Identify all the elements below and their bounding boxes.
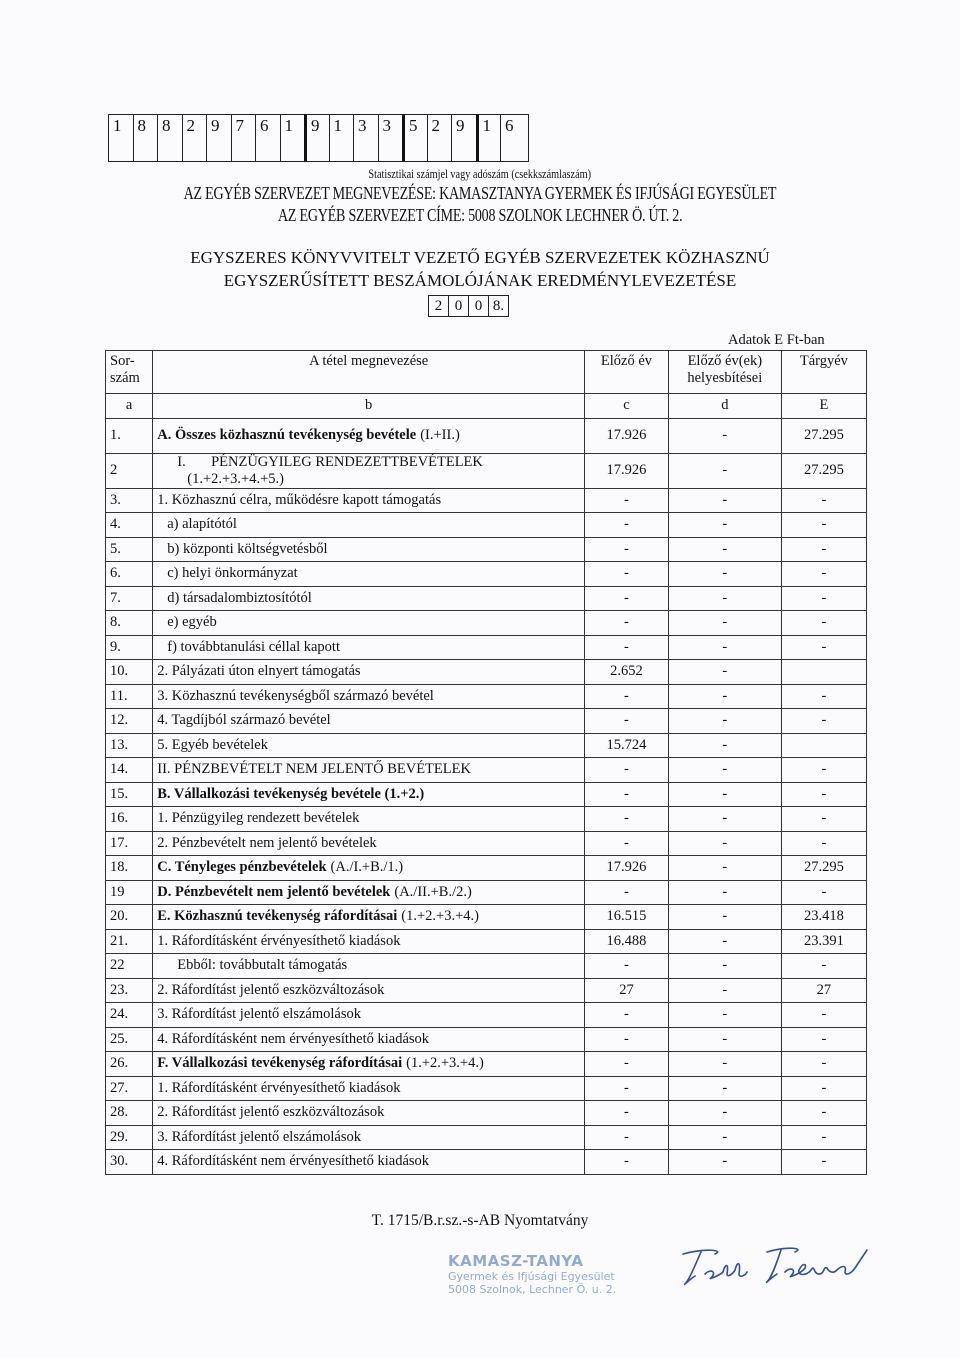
signature [675,1240,885,1300]
year-digit: 0 [468,295,488,317]
row-number: 12. [106,709,153,734]
correction-value: - [668,758,781,783]
correction-value: - [668,1052,781,1077]
table-row [106,709,867,734]
current-year-value: - [781,709,866,734]
letter-d: d [668,394,781,419]
row-label [153,660,585,685]
previous-year-value: - [585,562,669,587]
correction-value: - [668,537,781,562]
tax-id-digit: 1 [476,114,501,162]
row-label [153,1027,585,1052]
table-row [106,807,867,832]
row-number: 13. [106,733,153,758]
tax-id-digit: 7 [231,114,256,162]
row-number: 16. [106,807,153,832]
row-number: 26. [106,1052,153,1077]
row-label [153,709,585,734]
signature-stroke [767,1248,798,1282]
current-year-value [781,660,866,685]
row-label-text: 2. Pályázati úton elnyert támogatás [157,663,361,680]
row-label [153,488,585,513]
correction-value: - [668,635,781,660]
row-label [153,831,585,856]
tax-id-boxes [108,114,529,162]
row-number: 25. [106,1027,153,1052]
letter-a: a [106,394,153,419]
previous-year-value: - [585,954,669,979]
tax-id-digit: 1 [108,114,133,162]
table-row [106,758,867,783]
table-row [106,488,867,513]
current-year-value: - [781,954,866,979]
units-note: Adatok E Ft-ban [728,332,825,348]
row-number: 7. [106,586,153,611]
row-label [153,929,585,954]
tax-id-digit: 1 [329,114,354,162]
row-label-suffix: (A./I.+B./1.) [330,859,404,876]
row-number: 21. [106,929,153,954]
current-year-value: - [781,513,866,538]
row-label-text: 1. Ráfordításként érvényesíthető kiadások [157,932,401,949]
tax-id-digit: 6 [255,114,280,162]
current-year-value [781,733,866,758]
row-number: 18. [106,856,153,881]
correction-value: - [668,880,781,905]
current-year-value: - [781,611,866,636]
tax-id-digit: 9 [206,114,231,162]
previous-year-value: - [585,684,669,709]
correction-value: - [668,733,781,758]
row-number: 9. [106,635,153,660]
current-year-value: - [781,1027,866,1052]
row-number: 11. [106,684,153,709]
tax-id-digit: 8 [133,114,158,162]
previous-year-value: - [585,488,669,513]
current-year-value: - [781,635,866,660]
signature-stroke [705,1264,747,1279]
current-year-value: - [781,586,866,611]
row-label [153,856,585,881]
row-label-text: d) társadalombiztosítótól [167,589,312,606]
previous-year-value: 17.926 [585,856,669,881]
row-label-text: 4. Ráfordításként nem érvényesíthető kiadások [157,1153,430,1170]
row-label-suffix: (1.+2.+3.+4.) [406,1055,484,1072]
table-row [106,611,867,636]
previous-year-value: - [585,831,669,856]
previous-year-value: 16.488 [585,929,669,954]
previous-year-value: - [585,513,669,538]
correction-value: - [668,1027,781,1052]
table-row [106,1003,867,1028]
row-label [153,1076,585,1101]
current-year-value: - [781,1076,866,1101]
row-label-suffix: (1.+2.+3.+4.+5.) [187,470,284,487]
correction-value: - [668,807,781,832]
table-row [106,1027,867,1052]
table-header-row [106,351,867,394]
row-label-text: 4. Tagdíjból származó bevétel [157,712,331,729]
row-label [153,453,585,488]
row-label [153,1125,585,1150]
current-year-value: - [781,684,866,709]
org-address-line: AZ EGYÉB SZERVEZET CÍME: 5008 SZOLNOK LECHNER Ö. ÚT. 2. [277,205,683,225]
table-letter-row [106,394,867,419]
current-year-value: 23.418 [781,905,866,930]
row-label [153,954,585,979]
row-number: 5. [106,537,153,562]
row-number: 15. [106,782,153,807]
row-label-text: c) helyi önkormányzat [167,565,298,582]
header-item-name: A tétel megnevezése [153,351,585,394]
current-year-value: - [781,831,866,856]
stamp-line-2: Gyermek és Ifjúsági Egyesület [448,1270,615,1283]
previous-year-value: - [585,1003,669,1028]
year-boxes [428,295,509,317]
previous-year-value: - [585,1076,669,1101]
row-number: 14. [106,758,153,783]
row-number: 17. [106,831,153,856]
table-row [106,586,867,611]
year-digit: 2 [428,295,448,317]
previous-year-value: - [585,586,669,611]
current-year-value: - [781,1003,866,1028]
row-label-text: I. PÉNZÜGYILEG RENDEZETTBEVÉTELEK [177,453,483,470]
tax-id-digit: 2 [182,114,207,162]
previous-year-value: - [585,1150,669,1175]
correction-value: - [668,453,781,488]
table-row [106,929,867,954]
signature-stroke [785,1250,867,1277]
row-label-suffix: (A./II.+B./2.) [394,883,472,900]
row-label-text: 3. Ráfordítást jelentő elszámolások [157,1128,361,1145]
table-row [106,684,867,709]
row-label-text: e) egyéb [167,614,217,631]
correction-value: - [668,782,781,807]
correction-value: - [668,562,781,587]
row-label-suffix: (1.+2.+3.+4.) [401,908,479,925]
correction-value: - [668,929,781,954]
row-label [153,1150,585,1175]
signature-stroke [683,1250,718,1284]
tax-id-digit: 6 [500,114,529,162]
row-number: 8. [106,611,153,636]
correction-value: - [668,905,781,930]
previous-year-value: - [585,880,669,905]
correction-value: - [668,513,781,538]
row-number: 27. [106,1076,153,1101]
table-row [106,418,867,453]
correction-value: - [668,611,781,636]
row-label [153,978,585,1003]
row-number: 4. [106,513,153,538]
row-label-text: B. Vállalkozási tevékenység bevétele (1.+2.) [157,785,425,802]
table-row [106,1101,867,1126]
row-label [153,418,585,453]
row-label-text: b) központi költségvetésből [167,540,328,557]
current-year-value: 27 [781,978,866,1003]
row-label-text: 3. Ráfordítást jelentő elszámolások [157,1006,361,1023]
previous-year-value: 15.724 [585,733,669,758]
row-number: 22 [106,954,153,979]
correction-value: - [668,660,781,685]
current-year-value: - [781,537,866,562]
row-number: 6. [106,562,153,587]
row-number: 23. [106,978,153,1003]
table-row [106,1150,867,1175]
table-row [106,635,867,660]
table-row [106,831,867,856]
row-number: 10. [106,660,153,685]
tax-id-caption: Statisztikai számjel vagy adószám (csekkszámlaszám) [368,167,592,181]
table-row [106,905,867,930]
org-name-line: AZ EGYÉB SZERVEZET MEGNEVEZÉSE: KAMASZTANYA GYERMEK ÉS IFJÚSÁGI EGYESÜLET [183,183,777,203]
organization-stamp [448,1252,648,1296]
row-label [153,1052,585,1077]
correction-value: - [668,831,781,856]
current-year-value: - [781,1052,866,1077]
year-digit: 0 [448,295,468,317]
tax-id-digit: 3 [378,114,403,162]
row-label [153,611,585,636]
previous-year-value: - [585,537,669,562]
table-row [106,856,867,881]
row-label-text: 1. Közhasznú célra, működésre kapott támogatás [157,491,442,508]
current-year-value: - [781,782,866,807]
previous-year-value: 16.515 [585,905,669,930]
row-label-text: Ebből: továbbutalt támogatás [177,957,348,974]
row-label-suffix: (I.+II.) [420,427,460,443]
row-number: 30. [106,1150,153,1175]
current-year-value: - [781,1101,866,1126]
row-label-text: II. PÉNZBEVÉTELT NEM JELENTŐ BEVÉTELEK [157,761,471,778]
current-year-value: - [781,1125,866,1150]
table-row [106,1052,867,1077]
previous-year-value: - [585,807,669,832]
tax-id-digit: 9 [304,114,329,162]
table-row [106,954,867,979]
row-label-text: D. Pénzbevételt nem jelentő bevételek [157,883,391,900]
previous-year-value: 17.926 [585,453,669,488]
current-year-value: - [781,488,866,513]
row-label [153,782,585,807]
header-current-year: Tárgyév [781,351,866,394]
title-line-1: EGYSZERES KÖNYVVITELT VEZETŐ EGYÉB SZERVEZETEK KÖZHASZNÚ [190,248,770,267]
row-label-text: C. Tényleges pénzbevételek [157,859,327,876]
tax-id-digit: 1 [280,114,305,162]
current-year-value: 27.295 [781,418,866,453]
current-year-value: - [781,807,866,832]
current-year-value: - [781,562,866,587]
previous-year-value: - [585,782,669,807]
form-code: T. 1715/B.r.sz.-s-AB Nyomtatvány [371,1212,589,1229]
correction-value: - [668,709,781,734]
title-line-2: EGYSZERŰSÍTETT BESZÁMOLÓJÁNAK EREDMÉNYLEVEZETÉSE [223,271,737,290]
table-row [106,978,867,1003]
row-label [153,733,585,758]
previous-year-value: - [585,635,669,660]
table-row [106,782,867,807]
header-previous-year: Előző év [585,351,669,394]
correction-value: - [668,1101,781,1126]
previous-year-value: - [585,709,669,734]
tax-id-digit: 9 [451,114,476,162]
current-year-value: 23.391 [781,929,866,954]
row-label-text: 4. Ráfordításként nem érvényesíthető kiadások [157,1030,430,1047]
current-year-value: 27.295 [781,453,866,488]
row-label-text: 5. Egyéb bevételek [157,736,268,753]
correction-value: - [668,1125,781,1150]
year-digit: 8. [488,295,509,317]
table-row [106,513,867,538]
row-label [153,758,585,783]
row-number: 19 [106,880,153,905]
row-label-text: 1. Pénzügyileg rendezett bevételek [157,810,360,827]
tax-id-digit: 8 [157,114,182,162]
row-label-text: F. Vállalkozási tevékenység ráfordításai [157,1055,403,1072]
row-label-text: 1. Ráfordításként érvényesíthető kiadások [157,1079,401,1096]
row-label [153,880,585,905]
correction-value: - [668,954,781,979]
correction-value: - [668,418,781,453]
correction-value: - [668,1003,781,1028]
table-row [106,537,867,562]
income-statement-table [105,350,867,1175]
current-year-value: 27.295 [781,856,866,881]
row-label-text: A. Összes közhasznú tevékenység bevétele [157,427,417,443]
row-label [153,1003,585,1028]
tax-id-digit: 3 [353,114,378,162]
correction-value: - [668,978,781,1003]
letter-c: c [585,394,669,419]
row-label [153,513,585,538]
tax-id-digit: 2 [427,114,452,162]
row-label-text: E. Közhasznú tevékenység ráfordításai [157,908,398,925]
previous-year-value: - [585,1125,669,1150]
correction-value: - [668,856,781,881]
previous-year-value: 2.652 [585,660,669,685]
tax-id-digit: 5 [402,114,427,162]
correction-value: - [668,1076,781,1101]
row-label-text: 2. Ráfordítást jelentő eszközváltozások [157,1104,385,1121]
row-label-text: a) alapítótól [167,516,237,533]
row-number: 2 [106,453,153,488]
previous-year-value: - [585,1052,669,1077]
correction-value: - [668,586,781,611]
row-label [153,684,585,709]
row-label [153,905,585,930]
previous-year-value: - [585,1027,669,1052]
row-label [153,807,585,832]
row-number: 24. [106,1003,153,1028]
table-row [106,453,867,488]
table-row [106,733,867,758]
row-label [153,635,585,660]
row-label-text: 3. Közhasznú tevékenységből származó bevétel [157,687,434,704]
correction-value: - [668,488,781,513]
table-row [106,1076,867,1101]
current-year-value: - [781,1150,866,1175]
correction-value: - [668,684,781,709]
table-row [106,562,867,587]
previous-year-value: - [585,758,669,783]
table-row [106,880,867,905]
correction-value: - [668,1150,781,1175]
table-row [106,1125,867,1150]
row-number: 28. [106,1101,153,1126]
letter-b: b [153,394,585,419]
header-row-number: Sor- szám [106,351,153,394]
row-label [153,1101,585,1126]
row-label-text: f) továbbtanulási céllal kapott [167,638,340,655]
row-number: 1. [106,418,153,453]
current-year-value: - [781,880,866,905]
current-year-value: - [781,758,866,783]
previous-year-value: - [585,611,669,636]
stamp-line-3: 5008 Szolnok, Lechner Ö. u. 2. [448,1283,617,1296]
letter-e: E [781,394,866,419]
previous-year-value: - [585,1101,669,1126]
previous-year-value: 17.926 [585,418,669,453]
row-number: 20. [106,905,153,930]
header-corrections: Előző év(ek) helyesbítései [668,351,781,394]
table-row [106,660,867,685]
row-label [153,562,585,587]
row-label [153,537,585,562]
row-label-text: 2. Ráfordítást jelentő eszközváltozások [157,981,385,998]
row-label [153,586,585,611]
previous-year-value: 27 [585,978,669,1003]
row-label-text: 2. Pénzbevételt nem jelentő bevételek [157,834,377,851]
row-number: 29. [106,1125,153,1150]
row-number: 3. [106,488,153,513]
stamp-line-1: KAMASZ-TANYA [448,1252,584,1270]
